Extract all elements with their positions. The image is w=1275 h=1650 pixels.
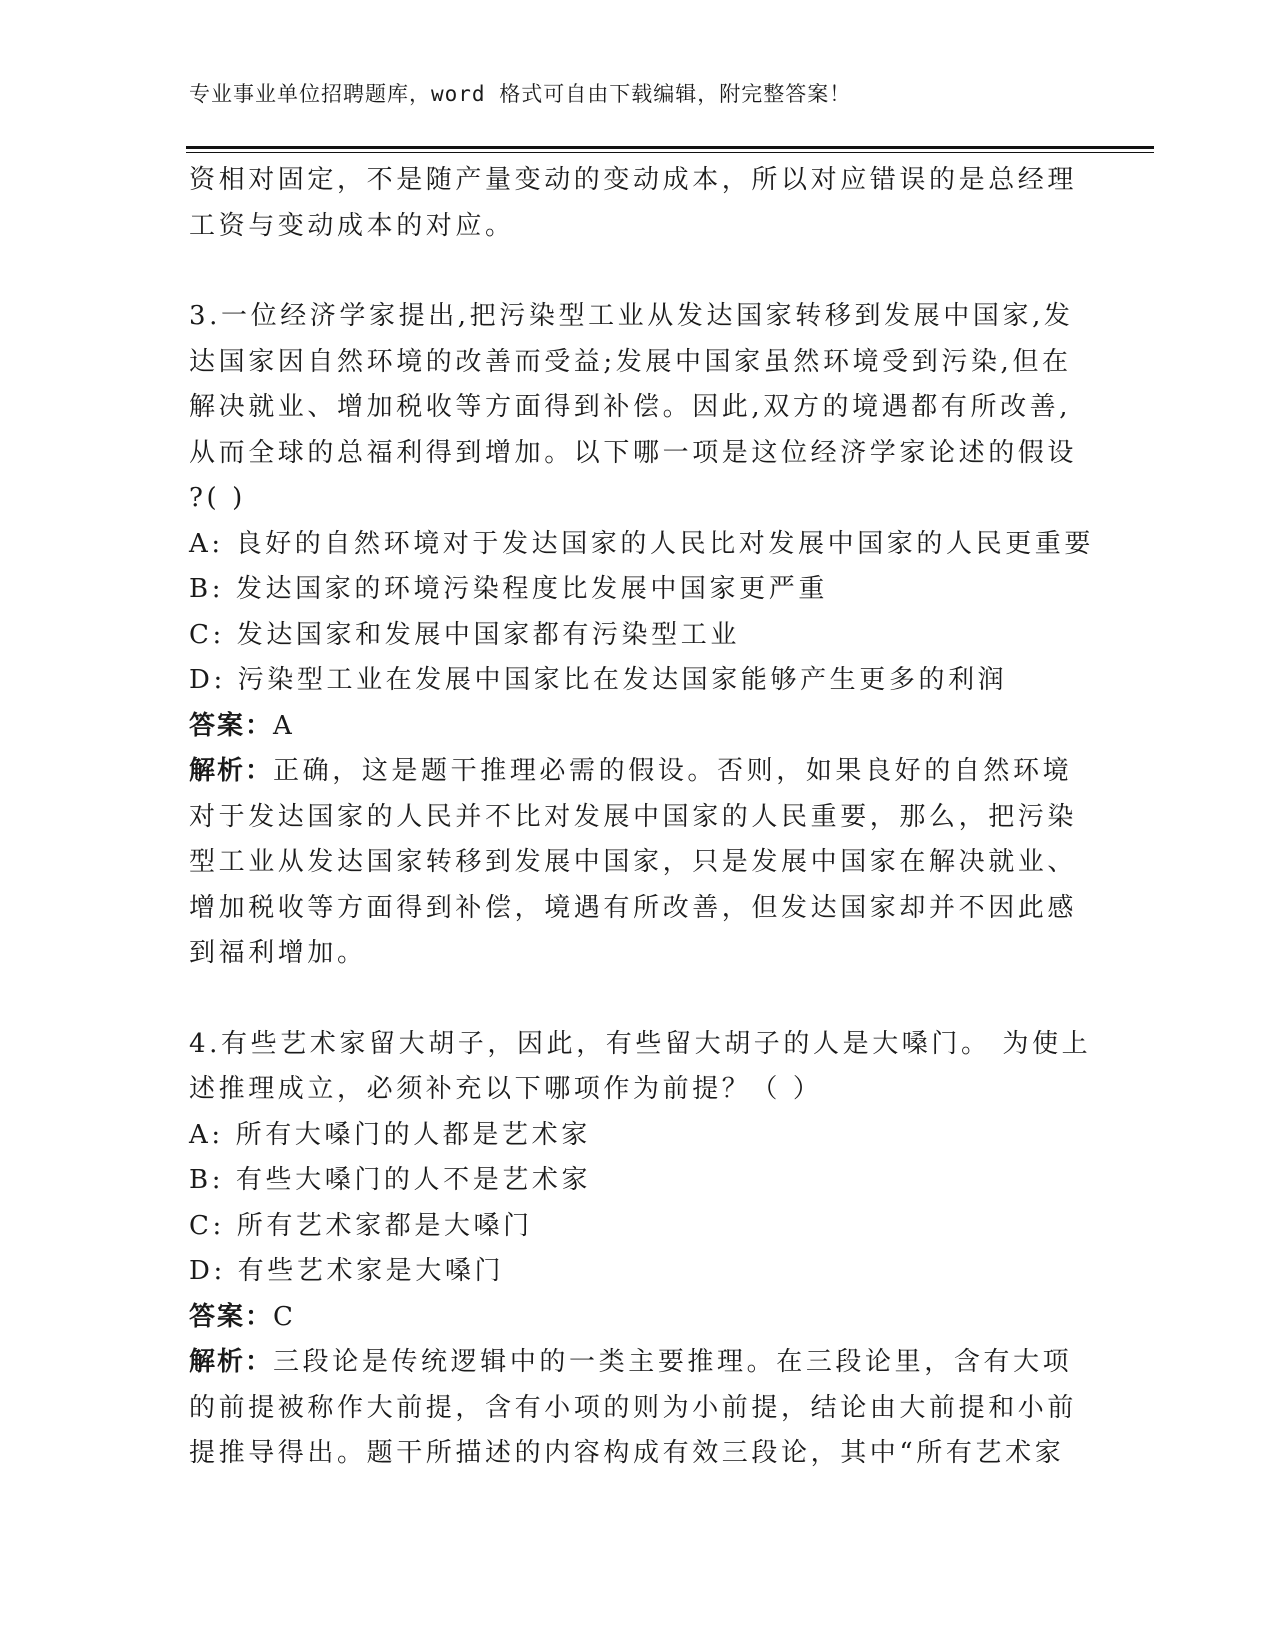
answer-line: [189, 704, 1089, 750]
analysis-text: 正确，这是题干推理必需的假设。否则，如果良好的自然环境: [273, 756, 1073, 786]
option-c: C: 所有艺术家都是大嗓门: [189, 1210, 533, 1241]
answer-label: 答案：: [189, 1301, 274, 1332]
answer-value: C: [273, 1301, 297, 1332]
page-header: 专业事业单位招聘题库，word 格式可自由下载编辑，附完整答案！: [189, 82, 852, 106]
analysis-line: 提推导得出。题干所描述的内容构成有效三段论，其中“所有艺术家: [189, 1438, 1065, 1468]
question-3: [189, 294, 1095, 977]
option-b: B: 有些大嗓门的人不是艺术家: [189, 1165, 592, 1195]
question-stem-line: 3.一位经济学家提出,把污染型工业从发达国家转移到发展中国家,发: [189, 301, 1074, 331]
question-stem-line: 从而全球的总福利得到增加。以下哪一项是这位经济学家论述的假设: [189, 437, 1078, 468]
question-stem-line: ?( ): [189, 483, 246, 513]
question-stem-line: 达国家因自然环境的改善而受益;发展中国家虽然环境受到污染,但在: [189, 346, 1072, 377]
option-d: D: 污染型工业在发展中国家比在发达国家能够产生更多的利润: [189, 665, 1008, 695]
analysis-line: 型工业从发达国家转移到发展中国家，只是发展中国家在解决就业、: [189, 847, 1078, 877]
option-a: A: 所有大嗓门的人都是艺术家: [189, 1119, 591, 1150]
header-rule-thin: [186, 152, 1154, 153]
header-rule-thick: [186, 146, 1154, 149]
document-body: [189, 158, 1095, 1477]
option-c: C: 发达国家和发展中国家都有污染型工业: [189, 619, 740, 650]
analysis-line: [189, 749, 1089, 795]
option-a: A: 良好的自然环境对于发达国家的人民比对发展中国家的人民更重要: [189, 528, 1095, 559]
analysis-label: 解析：: [189, 756, 274, 786]
option-b: B: 发达国家的环境污染程度比发展中国家更严重: [189, 574, 828, 604]
analysis-line: 到福利增加。: [189, 938, 367, 968]
analysis-line: 对于发达国家的人民并不比对发展中国家的人民重要，那么，把污染: [189, 801, 1078, 832]
analysis-line: 增加税收等方面得到补偿，境遇有所改善，但发达国家却并不因此感: [189, 892, 1078, 923]
answer-line: [189, 1295, 1089, 1341]
option-d: D: 有些艺术家是大嗓门: [189, 1256, 505, 1286]
answer-value: A: [273, 710, 296, 741]
question-stem-line: 述推理成立，必须补充以下哪项作为前提？（ ）: [189, 1074, 823, 1104]
analysis-text: 三段论是传统逻辑中的一类主要推理。在三段论里，含有大项: [273, 1347, 1073, 1377]
analysis-line: 的前提被称作大前提，含有小项的则为小前提，结论由大前提和小前: [189, 1392, 1078, 1423]
continuation-line: 资相对固定，不是随产量变动的变动成本，所以对应错误的是总经理: [189, 165, 1078, 195]
question-4: [189, 1022, 1092, 1477]
question-stem-line: 解决就业、增加税收等方面得到补偿。因此,双方的境遇都有所改善,: [189, 392, 1072, 422]
answer-label: 答案：: [189, 710, 274, 741]
analysis-line: [189, 1340, 1089, 1386]
question-stem-line: 4.有些艺术家留大胡子，因此，有些留大胡子的人是大嗓门。 为使上: [189, 1028, 1092, 1059]
continuation-line: 工资与变动成本的对应。: [189, 210, 515, 241]
analysis-label: 解析：: [189, 1347, 274, 1377]
